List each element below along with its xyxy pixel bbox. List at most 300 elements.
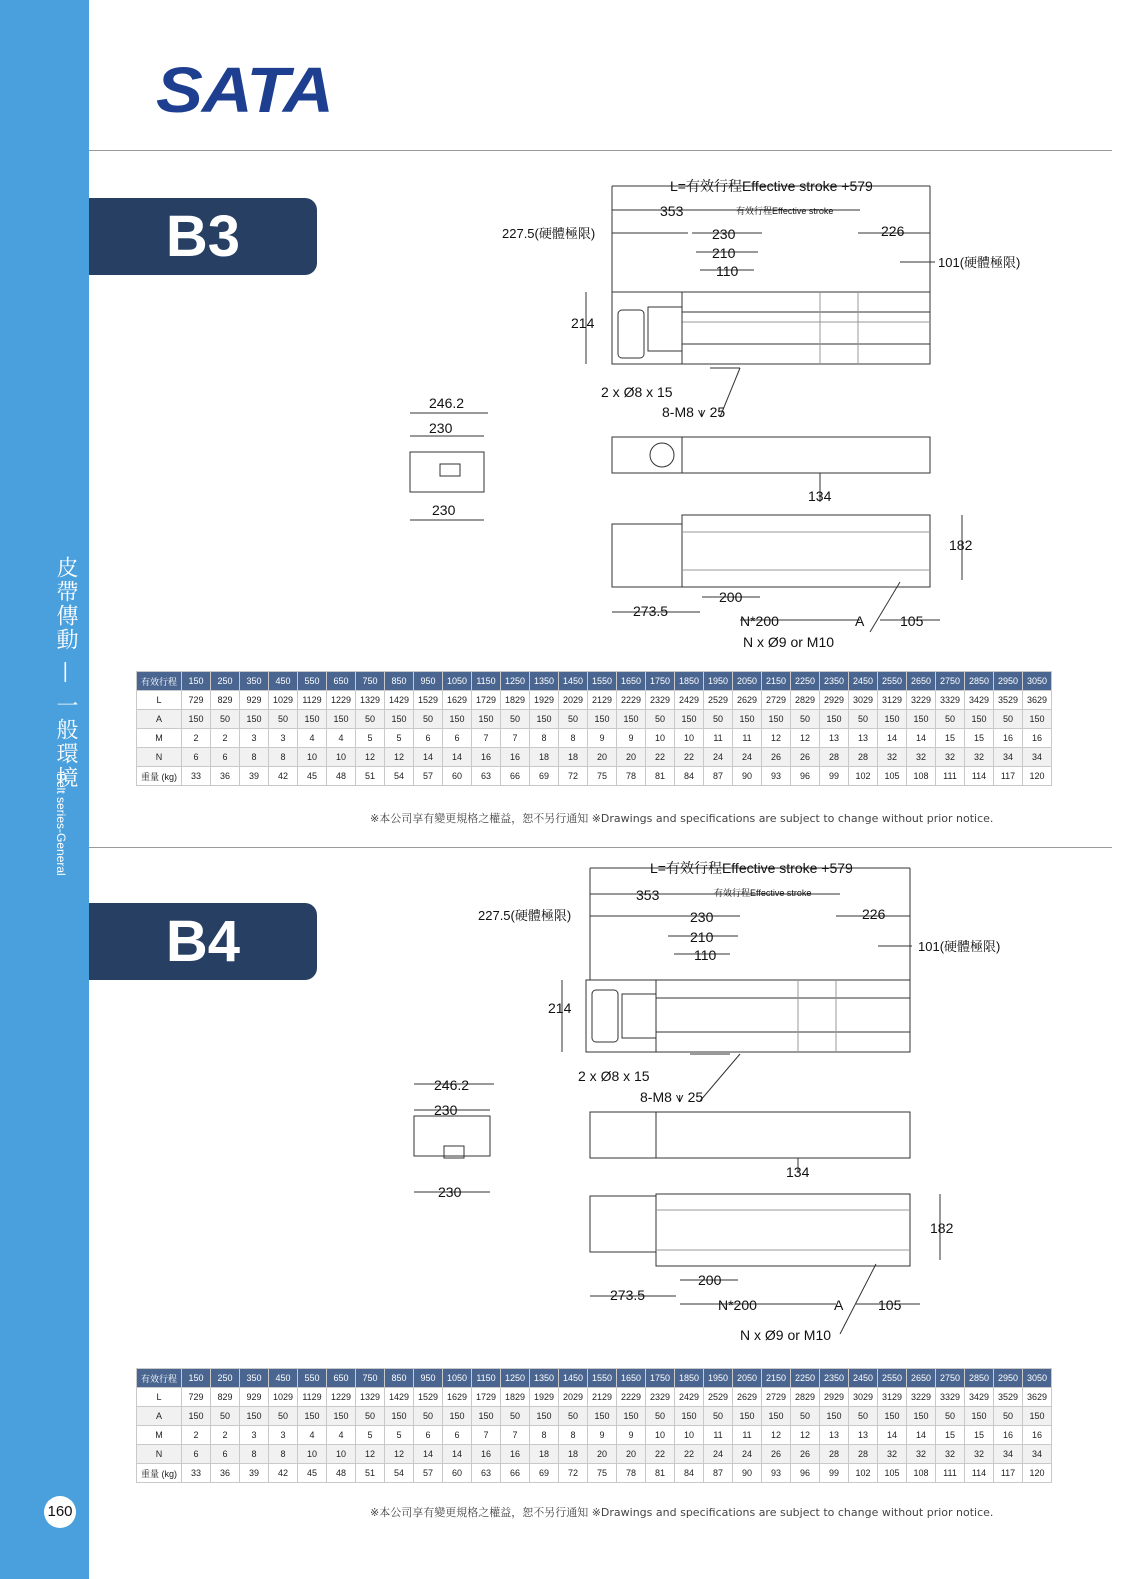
table-cell: 150 xyxy=(907,1407,936,1426)
sata-logo: SATA xyxy=(156,54,333,126)
table-cell: 14 xyxy=(907,1426,936,1445)
stroke-header-cell: 350 xyxy=(240,1369,269,1388)
table-cell: 1729 xyxy=(472,691,501,710)
stroke-header-cell: 350 xyxy=(240,672,269,691)
table-cell: 12 xyxy=(356,748,385,767)
table-header-row xyxy=(137,1369,1052,1388)
table-cell: 50 xyxy=(269,710,298,729)
table-cell: 150 xyxy=(530,1407,559,1426)
table-cell: 12 xyxy=(762,1426,791,1445)
table-cell: 66 xyxy=(501,767,530,786)
b4-dim-227: 227.5(硬體極限) xyxy=(478,908,572,923)
b3-dim-230: 230 xyxy=(712,226,736,242)
table-cell: 50 xyxy=(849,710,878,729)
stroke-header-cell: 1550 xyxy=(588,672,617,691)
table-cell: 50 xyxy=(704,1407,733,1426)
stroke-header-cell: 750 xyxy=(356,672,385,691)
table-cell: 3629 xyxy=(1023,691,1052,710)
table-cell: 1829 xyxy=(501,691,530,710)
b4-end-246: 246.2 xyxy=(434,1077,470,1093)
table-cell: 2329 xyxy=(646,691,675,710)
table-cell: 12 xyxy=(385,748,414,767)
table-cell: 96 xyxy=(791,1464,820,1483)
table-cell: 150 xyxy=(878,1407,907,1426)
table-cell: 20 xyxy=(588,748,617,767)
table-cell: 16 xyxy=(994,729,1023,748)
b3-dim-227: 227.5(硬體極限) xyxy=(502,226,596,241)
b3-dim-226: 226 xyxy=(881,223,905,239)
b4-dim-353: 353 xyxy=(636,887,660,903)
stroke-header-cell: 2450 xyxy=(849,672,878,691)
model-badge-b3: B3 xyxy=(89,198,317,275)
stroke-header-cell: 250 xyxy=(211,672,240,691)
row-label: L xyxy=(137,1388,182,1407)
table-cell: 1029 xyxy=(269,1388,298,1407)
table-cell: 3229 xyxy=(907,691,936,710)
b3-end-230b: 230 xyxy=(432,502,456,518)
table-cell: 6 xyxy=(443,1426,472,1445)
sidebar-title-en: Belt series-General xyxy=(54,773,68,876)
b3-dim-L: L=有效行程Effective stroke +579 xyxy=(670,178,873,194)
sidebar xyxy=(0,0,89,1579)
stroke-header-cell: 3050 xyxy=(1023,672,1052,691)
b3-dim-214: 214 xyxy=(571,315,595,331)
table-cell: 150 xyxy=(327,710,356,729)
b4-end-230b: 230 xyxy=(438,1184,462,1200)
b3-dim-273: 273.5 xyxy=(633,603,669,619)
table-cell: 114 xyxy=(965,1464,994,1483)
table-cell: 150 xyxy=(443,710,472,729)
table-header-label: 有效行程 xyxy=(137,1369,182,1388)
table-cell: 7 xyxy=(501,1426,530,1445)
table-cell: 34 xyxy=(1023,748,1052,767)
table-cell: 1029 xyxy=(269,691,298,710)
table-cell: 78 xyxy=(617,1464,646,1483)
b4-dim-230: 230 xyxy=(690,909,714,925)
table-cell: 13 xyxy=(849,729,878,748)
table-cell: 50 xyxy=(211,1407,240,1426)
table-cell: 50 xyxy=(501,1407,530,1426)
table-cell: 150 xyxy=(240,710,269,729)
b3-dim-134: 134 xyxy=(808,488,832,504)
b3-end-246: 246.2 xyxy=(429,395,465,411)
table-cell: 150 xyxy=(762,710,791,729)
table-cell: 39 xyxy=(240,1464,269,1483)
table-cell: 2929 xyxy=(820,691,849,710)
table-cell: 96 xyxy=(791,767,820,786)
table-cell: 150 xyxy=(472,710,501,729)
table-cell: 9 xyxy=(588,1426,617,1445)
table-cell: 36 xyxy=(211,1464,240,1483)
table-row xyxy=(137,710,1052,729)
table-cell: 8 xyxy=(240,1445,269,1464)
stroke-header-cell: 1750 xyxy=(646,1369,675,1388)
table-cell: 10 xyxy=(298,1445,327,1464)
table-cell: 150 xyxy=(617,710,646,729)
table-row xyxy=(137,729,1052,748)
table-cell: 54 xyxy=(385,767,414,786)
table-cell: 50 xyxy=(646,1407,675,1426)
table-cell: 66 xyxy=(501,1464,530,1483)
table-cell: 63 xyxy=(472,767,501,786)
table-cell: 6 xyxy=(211,748,240,767)
table-row xyxy=(137,1407,1052,1426)
b3-dim-110: 110 xyxy=(716,263,739,279)
table-cell: 1229 xyxy=(327,691,356,710)
table-cell: 14 xyxy=(878,729,907,748)
table-cell: 33 xyxy=(182,1464,211,1483)
table-cell: 50 xyxy=(791,710,820,729)
stroke-header-cell: 550 xyxy=(298,1369,327,1388)
stroke-header-cell: 1150 xyxy=(472,1369,501,1388)
stroke-header-cell: 2550 xyxy=(878,672,907,691)
table-cell: 60 xyxy=(443,1464,472,1483)
stroke-header-cell: 2350 xyxy=(820,672,849,691)
table-header-label: 有效行程 xyxy=(137,672,182,691)
b4-dim-L: L=有效行程Effective stroke +579 xyxy=(650,860,853,876)
table-cell: 829 xyxy=(211,691,240,710)
row-label: N xyxy=(137,748,182,767)
stroke-header-cell: 150 xyxy=(182,672,211,691)
table-cell: 6 xyxy=(414,729,443,748)
stroke-header-cell: 2350 xyxy=(820,1369,849,1388)
table-cell: 32 xyxy=(965,748,994,767)
table-cell: 14 xyxy=(907,729,936,748)
stroke-header-cell: 1350 xyxy=(530,672,559,691)
table-cell: 8 xyxy=(269,748,298,767)
row-label: A xyxy=(137,1407,182,1426)
row-label: L xyxy=(137,691,182,710)
stroke-header-cell: 1950 xyxy=(704,1369,733,1388)
table-cell: 50 xyxy=(269,1407,298,1426)
b4-end-view xyxy=(414,1116,490,1156)
table-cell: 102 xyxy=(849,767,878,786)
table-cell: 32 xyxy=(907,1445,936,1464)
model-badge-b4: B4 xyxy=(89,903,317,980)
table-cell: 87 xyxy=(704,767,733,786)
table-cell: 93 xyxy=(762,1464,791,1483)
table-cell: 150 xyxy=(443,1407,472,1426)
b4-dim-210: 210 xyxy=(690,929,714,945)
table-cell: 3129 xyxy=(878,1388,907,1407)
stroke-header-cell: 1950 xyxy=(704,672,733,691)
table-cell: 50 xyxy=(936,1407,965,1426)
table-cell: 50 xyxy=(646,710,675,729)
table-cell: 150 xyxy=(298,710,327,729)
table-cell: 1629 xyxy=(443,691,472,710)
b3-technical-drawing xyxy=(400,172,1040,652)
b4-dim-273: 273.5 xyxy=(610,1287,646,1303)
table-cell: 7 xyxy=(472,729,501,748)
table-cell: 13 xyxy=(849,1426,878,1445)
stroke-header-cell: 950 xyxy=(414,672,443,691)
b3-dim-taps: 8-M8 ⩛ 25 xyxy=(662,404,726,420)
table-cell: 72 xyxy=(559,767,588,786)
table-cell: 26 xyxy=(791,1445,820,1464)
table-cell: 28 xyxy=(820,1445,849,1464)
table-cell: 16 xyxy=(501,1445,530,1464)
row-label: M xyxy=(137,729,182,748)
table-cell: 1729 xyxy=(472,1388,501,1407)
table-cell: 54 xyxy=(385,1464,414,1483)
table-cell: 2729 xyxy=(762,1388,791,1407)
table-cell: 150 xyxy=(675,1407,704,1426)
table-cell: 22 xyxy=(675,748,704,767)
table-cell: 24 xyxy=(704,1445,733,1464)
stroke-header-cell: 1250 xyxy=(501,1369,530,1388)
table-cell: 3529 xyxy=(994,1388,1023,1407)
b4-dim-110: 110 xyxy=(694,947,717,963)
b4-end-230a: 230 xyxy=(434,1102,458,1118)
table-cell: 1329 xyxy=(356,1388,385,1407)
table-cell: 3429 xyxy=(965,691,994,710)
table-cell: 2 xyxy=(182,1426,211,1445)
table-cell: 150 xyxy=(965,1407,994,1426)
table-cell: 102 xyxy=(849,1464,878,1483)
table-cell: 34 xyxy=(994,748,1023,767)
table-cell: 50 xyxy=(211,710,240,729)
b4-dim-101: 101(硬體極限) xyxy=(918,939,1001,954)
stroke-header-cell: 650 xyxy=(327,1369,356,1388)
table-cell: 20 xyxy=(617,1445,646,1464)
table-cell: 2029 xyxy=(559,1388,588,1407)
table-cell: 1129 xyxy=(298,691,327,710)
table-cell: 26 xyxy=(762,748,791,767)
b3-end-view xyxy=(410,452,484,492)
table-cell: 829 xyxy=(211,1388,240,1407)
b4-notice: ※本公司享有變更規格之權益，恕不另行通知 ※Drawings and specifications are subject to change without prior notice. xyxy=(370,1506,994,1519)
b4-dim-stroke: 有效行程Effective stroke xyxy=(714,888,812,898)
table-row xyxy=(137,767,1052,786)
table-cell: 50 xyxy=(994,710,1023,729)
table-cell: 2829 xyxy=(791,1388,820,1407)
table-cell: 13 xyxy=(820,1426,849,1445)
table-cell: 14 xyxy=(878,1426,907,1445)
stroke-header-cell: 2250 xyxy=(791,672,820,691)
table-cell: 50 xyxy=(414,1407,443,1426)
table-cell: 32 xyxy=(878,1445,907,1464)
stroke-header-cell: 2750 xyxy=(936,672,965,691)
stroke-header-cell: 850 xyxy=(385,672,414,691)
table-cell: 929 xyxy=(240,1388,269,1407)
table-cell: 6 xyxy=(443,729,472,748)
b3-body-top xyxy=(612,292,930,364)
table-row xyxy=(137,748,1052,767)
table-cell: 93 xyxy=(762,767,791,786)
stroke-header-cell: 2450 xyxy=(849,1369,878,1388)
table-cell: 16 xyxy=(1023,1426,1052,1445)
table-cell: 9 xyxy=(588,729,617,748)
table-cell: 2529 xyxy=(704,691,733,710)
table-row xyxy=(137,691,1052,710)
table-cell: 42 xyxy=(269,767,298,786)
b3-dim-stroke: 有效行程Effective stroke xyxy=(736,206,834,216)
table-cell: 12 xyxy=(385,1445,414,1464)
table-cell: 8 xyxy=(269,1445,298,1464)
b3-dim-182: 182 xyxy=(949,537,973,553)
table-cell: 5 xyxy=(385,1426,414,1445)
table-cell: 11 xyxy=(704,729,733,748)
stroke-header-cell: 1050 xyxy=(443,1369,472,1388)
b4-dim-200: 200 xyxy=(698,1272,722,1288)
table-cell: 28 xyxy=(849,748,878,767)
b4-spec-table xyxy=(136,1368,1052,1483)
table-cell: 4 xyxy=(327,1426,356,1445)
table-cell: 42 xyxy=(269,1464,298,1483)
table-cell: 108 xyxy=(907,767,936,786)
table-cell: 150 xyxy=(472,1407,501,1426)
stroke-header-cell: 3050 xyxy=(1023,1369,1052,1388)
table-cell: 11 xyxy=(733,729,762,748)
table-cell: 45 xyxy=(298,767,327,786)
table-cell: 1429 xyxy=(385,691,414,710)
stroke-header-cell: 1650 xyxy=(617,1369,646,1388)
table-cell: 150 xyxy=(878,710,907,729)
table-cell: 18 xyxy=(530,748,559,767)
table-cell: 1529 xyxy=(414,691,443,710)
stroke-header-cell: 1250 xyxy=(501,672,530,691)
stroke-header-cell: 2850 xyxy=(965,1369,994,1388)
table-cell: 2929 xyxy=(820,1388,849,1407)
table-cell: 75 xyxy=(588,767,617,786)
stroke-header-cell: 1650 xyxy=(617,672,646,691)
b3-dim-200: 200 xyxy=(719,589,743,605)
b4-dim-nx: N x Ø9 or M10 xyxy=(740,1327,832,1343)
table-cell: 5 xyxy=(385,729,414,748)
b3-motor-top xyxy=(618,310,644,358)
table-cell: 2729 xyxy=(762,691,791,710)
table-cell: 150 xyxy=(820,1407,849,1426)
table-cell: 3 xyxy=(240,729,269,748)
table-cell: 14 xyxy=(414,1445,443,1464)
table-cell: 8 xyxy=(240,748,269,767)
page-number: 160 xyxy=(44,1496,76,1528)
stroke-header-cell: 2650 xyxy=(907,1369,936,1388)
table-cell: 81 xyxy=(646,1464,675,1483)
table-cell: 50 xyxy=(994,1407,1023,1426)
table-cell: 32 xyxy=(965,1445,994,1464)
table-cell: 57 xyxy=(414,1464,443,1483)
table-cell: 50 xyxy=(559,710,588,729)
table-cell: 3 xyxy=(269,729,298,748)
table-cell: 4 xyxy=(327,729,356,748)
b3-dim-101: 101(硬體極限) xyxy=(938,255,1021,270)
table-cell: 2429 xyxy=(675,1388,704,1407)
table-cell: 2 xyxy=(182,729,211,748)
b4-dim-134: 134 xyxy=(786,1164,810,1180)
b4-body-top xyxy=(586,980,910,1052)
table-cell: 4 xyxy=(298,729,327,748)
table-cell: 150 xyxy=(588,710,617,729)
table-cell: 84 xyxy=(675,767,704,786)
table-cell: 150 xyxy=(588,1407,617,1426)
table-cell: 2129 xyxy=(588,691,617,710)
table-cell: 1829 xyxy=(501,1388,530,1407)
table-cell: 57 xyxy=(414,767,443,786)
table-cell: 1229 xyxy=(327,1388,356,1407)
stroke-header-cell: 650 xyxy=(327,672,356,691)
table-cell: 13 xyxy=(820,729,849,748)
b4-dim-n200: N*200 xyxy=(718,1297,757,1313)
table-cell: 50 xyxy=(849,1407,878,1426)
table-cell: 150 xyxy=(820,710,849,729)
table-cell: 3029 xyxy=(849,1388,878,1407)
table-row xyxy=(137,1464,1052,1483)
table-cell: 1929 xyxy=(530,1388,559,1407)
table-cell: 20 xyxy=(588,1445,617,1464)
table-cell: 11 xyxy=(733,1426,762,1445)
table-row xyxy=(137,1388,1052,1407)
row-label: M xyxy=(137,1426,182,1445)
table-cell: 78 xyxy=(617,767,646,786)
table-cell: 729 xyxy=(182,1388,211,1407)
table-cell: 32 xyxy=(936,1445,965,1464)
stroke-header-cell: 750 xyxy=(356,1369,385,1388)
table-cell: 12 xyxy=(762,729,791,748)
table-cell: 150 xyxy=(907,710,936,729)
table-cell: 50 xyxy=(559,1407,588,1426)
table-cell: 150 xyxy=(1023,710,1052,729)
table-cell: 9 xyxy=(617,729,646,748)
table-cell: 150 xyxy=(675,710,704,729)
table-cell: 34 xyxy=(994,1445,1023,1464)
stroke-header-cell: 450 xyxy=(269,672,298,691)
table-cell: 2829 xyxy=(791,691,820,710)
table-cell: 1929 xyxy=(530,691,559,710)
table-cell: 3429 xyxy=(965,1388,994,1407)
table-cell: 72 xyxy=(559,1464,588,1483)
table-cell: 50 xyxy=(704,710,733,729)
table-cell: 22 xyxy=(646,748,675,767)
table-cell: 117 xyxy=(994,1464,1023,1483)
table-cell: 50 xyxy=(414,710,443,729)
table-cell: 105 xyxy=(878,767,907,786)
table-cell: 111 xyxy=(936,767,965,786)
table-cell: 5 xyxy=(356,1426,385,1445)
b3-spec-table xyxy=(136,671,1052,786)
table-cell: 2229 xyxy=(617,1388,646,1407)
stroke-header-cell: 150 xyxy=(182,1369,211,1388)
stroke-header-cell: 2050 xyxy=(733,1369,762,1388)
stroke-header-cell: 1850 xyxy=(675,1369,704,1388)
table-header-row xyxy=(137,672,1052,691)
table-cell: 2629 xyxy=(733,1388,762,1407)
stroke-header-cell: 2850 xyxy=(965,672,994,691)
stroke-header-cell: 2250 xyxy=(791,1369,820,1388)
table-cell: 2329 xyxy=(646,1388,675,1407)
b3-dim-210: 210 xyxy=(712,245,736,261)
table-cell: 8 xyxy=(530,729,559,748)
table-cell: 87 xyxy=(704,1464,733,1483)
table-cell: 15 xyxy=(965,1426,994,1445)
table-cell: 15 xyxy=(936,1426,965,1445)
table-cell: 99 xyxy=(820,767,849,786)
table-cell: 150 xyxy=(965,710,994,729)
table-cell: 3029 xyxy=(849,691,878,710)
table-cell: 90 xyxy=(733,1464,762,1483)
table-cell: 10 xyxy=(298,748,327,767)
table-cell: 84 xyxy=(675,1464,704,1483)
table-cell: 16 xyxy=(994,1426,1023,1445)
b4-dim-105: 105 xyxy=(878,1297,902,1313)
stroke-header-cell: 2150 xyxy=(762,1369,791,1388)
table-cell: 22 xyxy=(675,1445,704,1464)
table-cell: 8 xyxy=(559,1426,588,1445)
table-cell: 10 xyxy=(646,729,675,748)
stroke-header-cell: 2950 xyxy=(994,1369,1023,1388)
table-cell: 150 xyxy=(182,710,211,729)
table-cell: 24 xyxy=(704,748,733,767)
